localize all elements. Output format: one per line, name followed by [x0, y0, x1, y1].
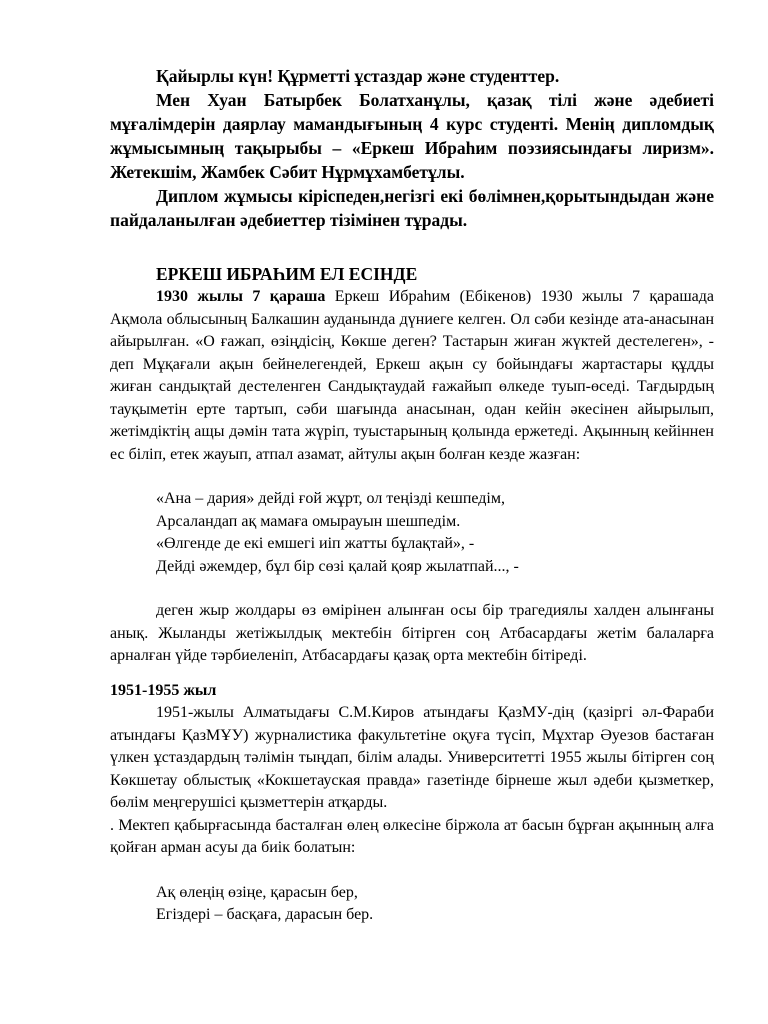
poem-commentary-paragraph: деген жыр жолдары өз өмірінен алынған осы бір трагедиялы халден алынғаны анық. Жыланды жетіжылдық мектебін бітірген соң Атбасардағы жетім балаларға арналған үйде тәрбиеленіп, Атбасардағы қазақ орта мектебін бітіреді.	[110, 602, 714, 664]
poem-line: «Өлгенде де екі емшегі иіп жатты бұлақтай», -	[156, 535, 475, 552]
poem-line: Ақ өлеңің өзіңе, қарасын бер,	[156, 883, 358, 901]
document-page	[110, 64, 714, 927]
poetry-path-paragraph: . Мектеп қабырғасында басталған өлең өлкесіне біржола ат басын бұрған ақынның алға қойған арман асуы да биік болатын:	[110, 816, 714, 856]
structure-text: Диплом жұмысы кіріспеден,негізгі екі бөлімнен,қорытындыдан және пайдаланылған әдебиеттер тізімінен тұрады.	[110, 186, 714, 230]
period-heading: 1951-1955 жыл	[110, 681, 217, 699]
poem-line: «Ана – дария» дейді ғой жұрт, ол теңізді кешпедім,	[156, 490, 505, 507]
intro-block	[110, 64, 714, 232]
poem-quote	[110, 488, 714, 578]
biography-paragraph	[110, 286, 714, 466]
section-heading: ЕРКЕШ ИБРАҺИМ ЕЛ ЕСІНДЕ	[156, 264, 418, 284]
biography-text: Еркеш Ибраһим (Ебікенов) 1930 жылы 7 қарашада Ақмола облысының Балкашин ауданында дүниеге келген. Ол сәби кезінде ата-анасынан айырылған. «О ғажап, өзіңдісің, Көкше деген? Тастарын жиған жүктей дестелеген», - деп Мұқағали ақын бейнелегендей, Еркеш ақын су бойындағы жартастары құдды жиған сандықтай дестеленген Сандықтаудай ғажайып өлкеде туып-өседі. Тағдырдың тауқыметін ерте тартып, сәби шағында анасынан, одан кейін әкесінен айырылып, жетімдіктің ащы дәмін тата жүріп, туыстарының қолында ержетеді. Ақынның кейіннен ес біліп, етек жауып, атпал азамат, айтулы ақын болған кезде жазған:	[110, 288, 715, 463]
poem-line: Арсаландап ақ мамаға омырауын шешпедім.	[156, 512, 461, 530]
self-intro-text: Мен Хуан Батырбек Болатханұлы, қазақ тілі және әдебиеті мұғалімдерін даярлау мамандығының 4 курс студенті. Менің дипломдық жұмысымның тақырыбы – «Еркеш Ибраһим поэзиясындағы лиризм». Жетекшім, Жамбек Сәбит Нұрмұхамбетұлы.	[110, 90, 714, 182]
closing-poem-quote	[110, 882, 714, 927]
birth-date-bold: 1930 жылы 7 қараша	[156, 288, 326, 305]
university-paragraph: 1951-жылы Алматыдағы С.М.Киров атындағы ҚазМУ-дің (қазіргі әл-Фараби атындағы ҚазМҰУ) журналистика факультетіне оқуға түсіп, Мұхтар Әуезов бастаған үлкен ұстаздардың тәлімін тыңдап, білім алады. Университетті 1955 жылы бітірген соң Көкшетау облыстық «Кокшетауская правда» газетінде бірнеше жыл әдеби қызметкер, бөлім меңгерушісі қызметтерін атқарды.	[110, 704, 714, 811]
poem-line: Дейді әжемдер, бұл бір сөзі қалай қояр жылатпай..., -	[156, 557, 519, 575]
greeting-text: Қайырлы күн! Құрметті ұстаздар және студенттер.	[156, 66, 560, 86]
poem-line: Егіздері – басқаға, дарасын бер.	[156, 906, 374, 923]
